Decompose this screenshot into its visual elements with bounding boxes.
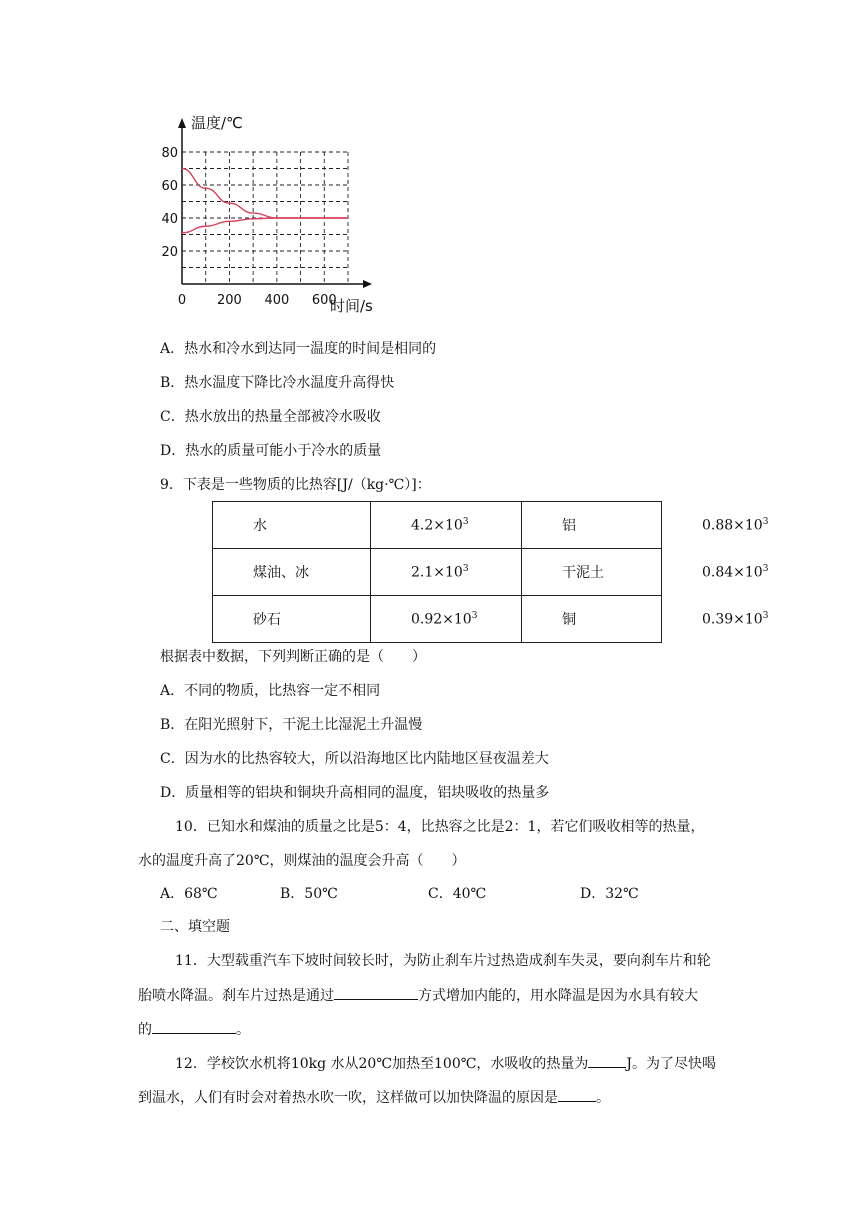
table-cell: $4.2\times 10^3$ xyxy=(371,502,522,549)
q10-line2: 水的温度升高了20℃，则煤油的温度会升高（ ） xyxy=(138,853,466,869)
y-tick-label: 60 xyxy=(161,179,178,194)
answer-blank[interactable] xyxy=(558,1086,596,1102)
x-tick-label: 0 xyxy=(177,293,187,308)
answer-blank[interactable] xyxy=(588,1052,626,1068)
hot-water-curve xyxy=(182,169,348,219)
table-cell: 铜 xyxy=(522,596,662,643)
table-cell: 铝 xyxy=(522,502,662,549)
q9-option-d: D．质量相等的铝块和铜块升高相同的温度，铝块吸收的热量多 xyxy=(160,785,550,801)
table-cell: 砂石 xyxy=(213,596,371,643)
table-cell: $2.1\times 10^3$ xyxy=(371,549,522,596)
q9-option-a: A．不同的物质，比热容一定不相同 xyxy=(160,683,381,699)
q10-option-b: B．50℃ xyxy=(280,886,338,902)
q9-option-c: C．因为水的比热容较大，所以沿海地区比内陆地区昼夜温差大 xyxy=(160,751,549,767)
q12-line2: 到温水，人们有时会对着热水吹一吹，这样做可以加快降温的原因是 。 xyxy=(138,1086,610,1107)
q11-line2: 胎喷水降温。刹车片过热是通过 方式增加内能的，用水降温是因为水具有较大 xyxy=(138,984,698,1005)
x-tick-label: 600 xyxy=(311,293,337,308)
answer-blank[interactable] xyxy=(152,1018,236,1034)
q8-option-c: C．热水放出的热量全部被冷水吸收 xyxy=(160,409,381,425)
cold-water-curve xyxy=(182,218,348,233)
chart-axes xyxy=(178,118,372,288)
section-title: 二、填空题 xyxy=(160,919,230,935)
q10-option-a: A．68℃ xyxy=(160,886,218,902)
q11-line1: 11．大型载重汽车下坡时间较长时，为防止刹车片过热造成刹车失灵，要向刹车片和轮 xyxy=(175,953,711,969)
y-axis-label: 温度/℃ xyxy=(191,114,243,132)
x-tick-label: 200 xyxy=(217,293,242,308)
q8-option-a: A．热水和冷水到达同一温度的时间是相同的 xyxy=(160,341,437,357)
q10-option-d: D．32℃ xyxy=(580,886,639,902)
table-row: 水 $4.2\times 10^3$ 铝 $0.88\times 10^3$ xyxy=(213,502,662,549)
q8-option-d: D．热水的质量可能小于冷水的质量 xyxy=(160,443,382,459)
table-row: 砂石 $0.92\times 10^3$ 铜 $0.39\times 10^3$ xyxy=(213,596,662,643)
table-cell: $0.92\times 10^3$ xyxy=(371,596,522,643)
x-axis-label: 时间/s xyxy=(330,297,373,315)
table-cell: 干泥土 xyxy=(522,549,662,596)
y-axis-arrow xyxy=(178,118,186,128)
x-axis-arrow xyxy=(363,280,372,288)
q11-line3: 的 。 xyxy=(138,1018,250,1039)
x-tick-label: 400 xyxy=(264,293,290,308)
temperature-time-chart xyxy=(160,110,400,320)
q8-option-b: B．热水温度下降比冷水温度升高得快 xyxy=(160,375,395,391)
answer-blank[interactable] xyxy=(334,984,418,1000)
q9-stem: 9．下表是一些物质的比热容[J/（kg·℃）]： xyxy=(160,477,431,493)
q9-prompt: 根据表中数据，下列判断正确的是（ ） xyxy=(160,649,426,665)
specific-heat-table xyxy=(212,501,769,643)
y-tick-label: 20 xyxy=(161,245,178,260)
table-row: 煤油、冰 $2.1\times 10^3$ 干泥土 $0.84\times 10^3$ xyxy=(213,549,662,596)
q12-line1: 12．学校饮水机将10kg 水从20℃加热至100℃，水吸收的热量为 J。为了尽快喝 xyxy=(175,1052,716,1073)
y-tick-label: 40 xyxy=(161,212,178,227)
table-cell: 水 xyxy=(213,502,371,549)
q10-option-c: C．40℃ xyxy=(428,886,487,902)
table-cell: 煤油、冰 xyxy=(213,549,371,596)
q9-option-b: B．在阳光照射下，干泥土比湿泥土升温慢 xyxy=(160,717,423,733)
q10-line1: 10．已知水和煤油的质量之比是5：4，比热容之比是2：1，若它们吸收相等的热量， xyxy=(175,819,705,835)
y-tick-label: 80 xyxy=(161,146,178,161)
